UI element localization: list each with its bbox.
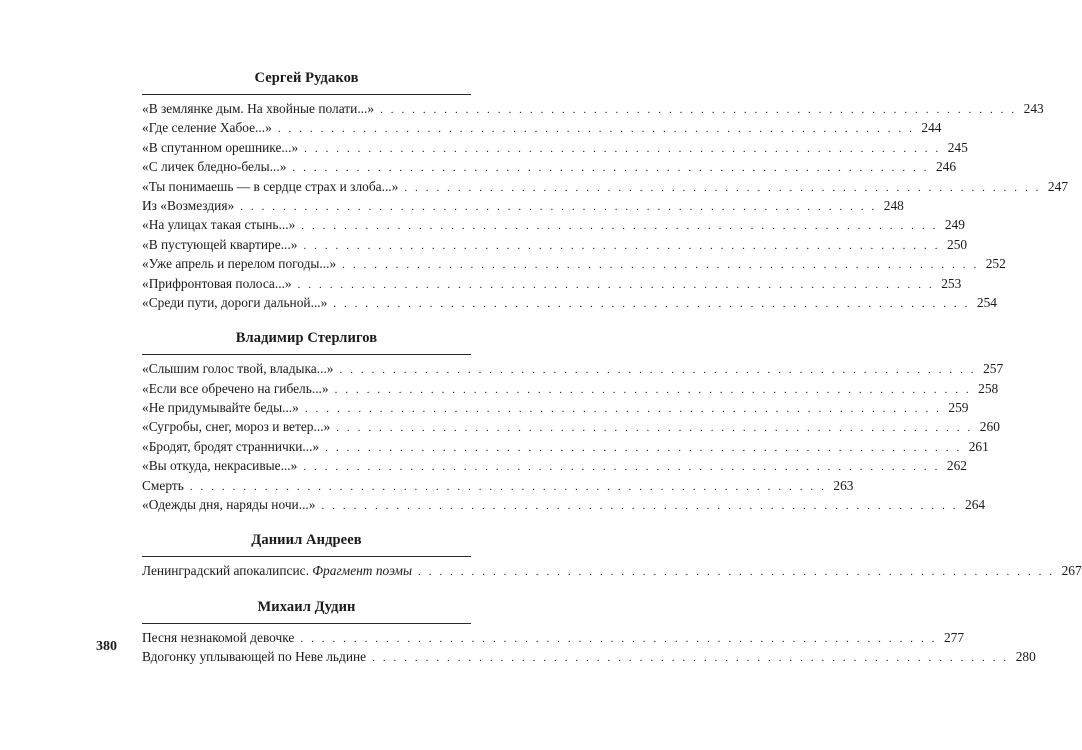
toc-entry-title: [142, 157, 286, 176]
toc-entry-title-text: Песня незнакомой девочке: [142, 629, 295, 645]
toc-entry-page: 259: [948, 400, 969, 416]
toc-entry: [142, 495, 986, 514]
author-heading: Михаил Дудин: [257, 598, 356, 615]
toc-entry: [142, 561, 1082, 580]
toc-entry-title-text: «Вы откуда, некрасивые...»: [142, 458, 298, 474]
section-divider: [142, 623, 471, 624]
toc-entry-title-text: «Где селение Хабое...»: [142, 120, 272, 136]
toc-entry-title: [142, 196, 234, 215]
toc-entry-page: 267: [1061, 563, 1082, 579]
section-divider: [142, 556, 471, 557]
toc-entry-page: 248: [883, 197, 904, 213]
toc-entry-page: 246: [935, 159, 957, 175]
section-divider: [142, 94, 471, 95]
toc-entry-page: 249: [944, 217, 965, 233]
toc-entry: [142, 628, 965, 647]
toc-entry-title: [142, 379, 329, 398]
toc-section: [142, 528, 1082, 580]
toc-entry: [142, 235, 968, 254]
toc-entry: [142, 215, 965, 234]
toc-entry-page: 253: [941, 275, 962, 291]
dot-leader: . . . . . . . . . . . . . . . . . . . . . . . . . . . . . . . . . . . . . . . . . . . . . . . . . . . . . . . . . . . .: [292, 162, 930, 175]
toc-entry-page: 250: [947, 236, 968, 252]
toc-entry-title-text: Ленинградский апокалипсис.: [142, 563, 309, 579]
dot-leader: . . . . . . . . . . . . . . . . . . . . . . . . . . . . . . . . . . . . . . . . . . . . . . . . . . . . . . . . . . . .: [240, 200, 877, 213]
toc-entry-title: [142, 417, 330, 436]
toc-entry-title-text: Вдогонку уплывающей по Неве льдине: [142, 649, 367, 665]
dot-leader: . . . . . . . . . . . . . . . . . . . . . . . . . . . . . . . . . . . . . . . . . . . . . . . . . . . . . . . . . . . .: [321, 500, 959, 513]
toc-entry-title: [142, 647, 366, 666]
toc-entry-title-text: Из «Возмездия»: [142, 197, 235, 213]
toc-entry-title: [142, 437, 319, 456]
toc-entry-page: 252: [985, 256, 1006, 272]
toc-entry-page: 260: [979, 419, 1000, 435]
toc-entry-title-text: «Ты понимаешь — в сердце страх и злоба...»: [142, 178, 399, 194]
toc-entry: [142, 437, 989, 456]
toc-entry-title: [142, 138, 298, 157]
toc-entry-page: 243: [1023, 101, 1044, 116]
dot-leader: . . . . . . . . . . . . . . . . . . . . . . . . . . . . . . . . . . . . . . . . . . . . . . . . . . . . . . . . . . . .: [304, 403, 942, 416]
dot-leader: . . . . . . . . . . . . . . . . . . . . . . . . . . . . . . . . . . . . . . . . . . . . . . . . . . . . . . . . . . . .: [334, 383, 972, 396]
toc-entry-title-text: «Если все обречено на гибель...»: [142, 380, 329, 396]
toc-entry-page: 254: [976, 294, 997, 310]
toc-entry-title: [142, 359, 334, 378]
toc-section: [142, 595, 1036, 667]
dot-leader: . . . . . . . . . . . . . . . . . . . . . . . . . . . . . . . . . . . . . . . . . . . . . . . . . . . . . . . . . . . .: [342, 259, 979, 272]
toc-section: [142, 326, 1004, 514]
toc-entry-title-text: «На улицах такая стынь...»: [142, 217, 296, 233]
toc-entry-title-text: «Бродят, бродят страннички...»: [142, 438, 320, 454]
toc-entry-title-text: «Прифронтовая полоса...»: [142, 275, 292, 291]
toc-entry-title: [142, 254, 336, 273]
toc-entry-page: 247: [1047, 178, 1069, 194]
dot-leader: . . . . . . . . . . . . . . . . . . . . . . . . . . . . . . . . . . . . . . . . . . . . . . . . . . . . . . . . . . . .: [333, 297, 970, 310]
dot-leader: . . . . . . . . . . . . . . . . . . . . . . . . . . . . . . . . . . . . . . . . . . . . . . . . . . . . . . . . . . . .: [277, 123, 915, 136]
section-divider: [142, 354, 471, 355]
toc-entry: [142, 196, 904, 215]
toc-entry-title-text: «Уже апрель и перелом погоды...»: [142, 256, 337, 272]
toc-entry-title-text: «Одежды дня, наряды ночи...»: [142, 497, 316, 513]
toc-entry-title-text: Смерть: [142, 477, 184, 493]
toc-entry: [142, 157, 957, 176]
dot-leader: . . . . . . . . . . . . . . . . . . . . . . . . . . . . . . . . . . . . . . . . . . . . . . . . . . . . . . . . . . . .: [418, 566, 1055, 579]
toc-entry: [142, 647, 1036, 666]
toc-entry: [142, 99, 1044, 118]
toc-entry: [142, 456, 967, 475]
dot-leader: . . . . . . . . . . . . . . . . . . . . . . . . . . . . . . . . . . . . . . . . . . . . . . . . . . . . . . . . . . . .: [297, 278, 935, 291]
toc-entry-title: [142, 476, 184, 495]
toc-entry: [142, 293, 997, 312]
toc-entry-title: [142, 628, 294, 647]
toc-entry: [142, 118, 942, 137]
dot-leader: . . . . . . . . . . . . . . . . . . . . . . . . . . . . . . . . . . . . . . . . . . . . . . . . . . . . . . . . . . . .: [189, 480, 827, 493]
toc-entry-title-text: «Среди пути, дороги дальной...»: [142, 294, 328, 310]
toc-entry: [142, 254, 1006, 273]
dot-leader: . . . . . . . . . . . . . . . . . . . . . . . . . . . . . . . . . . . . . . . . . . . . . . . . . . . . . . . . . . . .: [325, 441, 962, 454]
toc-entry-page: 257: [983, 361, 1004, 377]
dot-leader: . . . . . . . . . . . . . . . . . . . . . . . . . . . . . . . . . . . . . . . . . . . . . . . . . . . . . . . . . . . .: [339, 364, 977, 377]
toc-entry-title: [142, 118, 272, 137]
toc-entry-title-text: «Слышим голос твой, владыка...»: [142, 361, 334, 377]
toc-section: [142, 66, 1069, 312]
toc-entry-subtitle: Фрагмент поэмы: [312, 563, 413, 579]
toc-entry-page: 264: [965, 497, 986, 513]
toc-entry-title: [142, 235, 297, 254]
toc-entry-title-text: «В пустующей квартире...»: [142, 236, 298, 252]
author-heading: Даниил Андреев: [251, 532, 362, 549]
toc-entry-page: 263: [833, 477, 854, 493]
author-heading: Сергей Рудаков: [254, 70, 359, 86]
dot-leader: . . . . . . . . . . . . . . . . . . . . . . . . . . . . . . . . . . . . . . . . . . . . . . . . . . . . . . . . . . . .: [303, 239, 941, 252]
toc-entry-title: [142, 99, 374, 118]
toc-entry-title-text: «В спутанном орешнике...»: [142, 139, 299, 155]
toc-entry-page: 258: [978, 380, 999, 396]
toc-entry-title: [142, 398, 299, 417]
toc-entry-title-text: «Сугробы, снег, мороз и ветер...»: [142, 419, 331, 435]
dot-leader: . . . . . . . . . . . . . . . . . . . . . . . . . . . . . . . . . . . . . . . . . . . . . . . . . . . . . . . . . . . .: [304, 142, 941, 155]
toc-entry-page: 244: [921, 120, 942, 136]
toc-entry: [142, 138, 968, 157]
toc-entry: [142, 398, 969, 417]
toc-entry-title-text: «В землянке дым. На хвойные полати...»: [142, 101, 375, 116]
dot-leader: . . . . . . . . . . . . . . . . . . . . . . . . . . . . . . . . . . . . . . . . . . . . . . . . . . . . . . . . . . . .: [300, 632, 938, 645]
toc-entry-title-text: «Не придумывайте беды...»: [142, 400, 299, 416]
toc-entry-title: [142, 177, 398, 196]
toc-entry-page: 262: [946, 458, 967, 474]
dot-leader: . . . . . . . . . . . . . . . . . . . . . . . . . . . . . . . . . . . . . . . . . . . . . . . . . . . . . . . . . . . .: [404, 181, 1042, 194]
toc-entry-page: 277: [943, 629, 965, 645]
toc-entry-title-text: «С личек бледно-белы...»: [142, 159, 287, 175]
dot-leader: . . . . . . . . . . . . . . . . . . . . . . . . . . . . . . . . . . . . . . . . . . . . . . . . . . . . . . . . . . . .: [380, 104, 1017, 116]
toc-entry-title: [142, 274, 292, 293]
table-of-contents: [142, 66, 1082, 681]
toc-entry-title: [142, 215, 295, 234]
dot-leader: . . . . . . . . . . . . . . . . . . . . . . . . . . . . . . . . . . . . . . . . . . . . . . . . . . . . . . . . . . . .: [336, 422, 973, 435]
toc-entry: [142, 476, 854, 495]
toc-entry: [142, 274, 962, 293]
toc-entry: [142, 379, 999, 398]
page-number: 380: [96, 639, 117, 654]
toc-entry: [142, 177, 1069, 196]
toc-entry-page: 261: [968, 438, 989, 454]
dot-leader: . . . . . . . . . . . . . . . . . . . . . . . . . . . . . . . . . . . . . . . . . . . . . . . . . . . . . . . . . . . .: [303, 461, 940, 474]
toc-entry-title: [142, 456, 297, 475]
dot-leader: . . . . . . . . . . . . . . . . . . . . . . . . . . . . . . . . . . . . . . . . . . . . . . . . . . . . . . . . . . . .: [301, 220, 938, 233]
toc-entry-page: 280: [1015, 649, 1036, 665]
author-heading: Владимир Стерлигов: [235, 330, 378, 347]
toc-entry: [142, 359, 1004, 378]
toc-entry: [142, 417, 1000, 436]
dot-leader: . . . . . . . . . . . . . . . . . . . . . . . . . . . . . . . . . . . . . . . . . . . . . . . . . . . . . . . . . . . .: [372, 652, 1009, 665]
toc-entry-page: 245: [947, 139, 968, 155]
toc-entry-title: [142, 495, 315, 514]
toc-entry-title: [142, 561, 412, 580]
toc-entry-title: [142, 293, 327, 312]
